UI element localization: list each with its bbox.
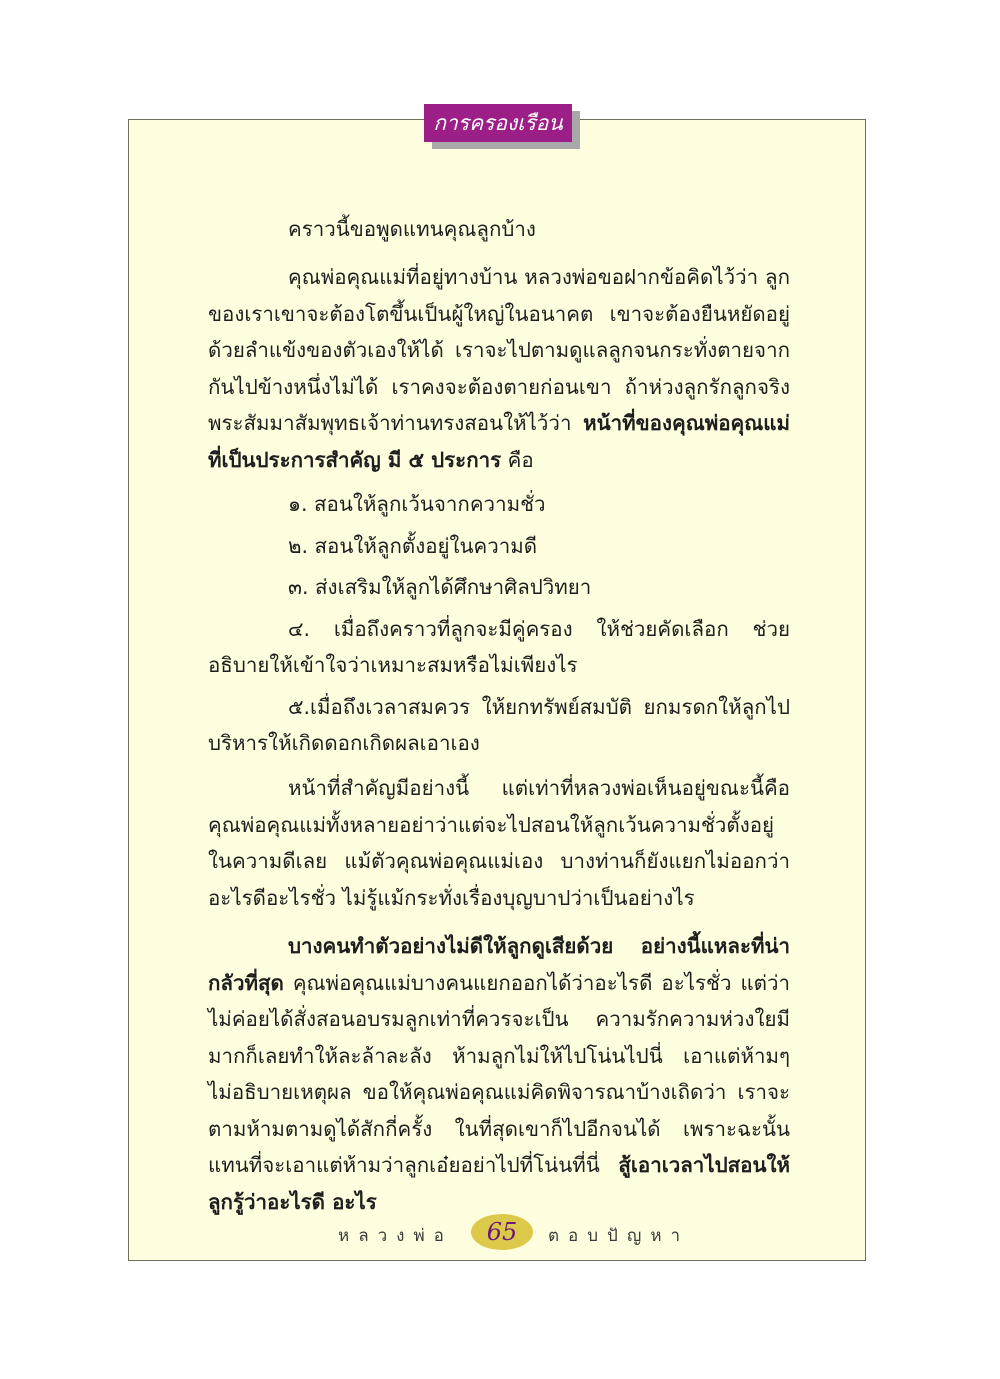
chapter-title: การครองเรือน xyxy=(424,104,572,142)
page-number: 65 xyxy=(471,1214,533,1250)
paragraph-2-bold: หน้าที่ของคุณพ่อคุณแม่ที่เป็นประการสำคัญ มี ๕ ประการ xyxy=(208,411,790,472)
paragraph-4-bold: บางคนทำตัวอย่างไม่ดีให้ลูกดูเสียด้วย อย่างนี้แหละที่น่ากลัวที่สุด xyxy=(208,934,790,995)
page-footer xyxy=(128,1212,866,1254)
list-item-3: ๓. ส่งเสริมให้ลูกได้ศึกษาศิลปวิทยา xyxy=(288,575,592,599)
paragraph-4-text: คุณพ่อคุณแม่บางคนแยกออกได้ว่าอะไรดี อะไรชั่ว แต่ว่าไม่ค่อยได้สั่งสอนอบรมลูกเท่าที่ควรจะเป็น ความรักความห่วงใยมีมากก็เลยทำให้ละล้าละลัง ห้ามลูกไม่ให้ไปโน่นไปนี่ เอาแต่ห้ามๆ ไม่อธิบายเหตุผล ขอให้คุณพ่อคุณแม่คิดพิจารณาบ้างเถิดว่า เราจะตามห้ามตามดูได้สักกี่ครั้ง ในที่สุดเขาก็ไปอีกจนได้ เพราะฉะนั้นแทนที่จะเอาแต่ห้ามว่าลูกเอ๋ยอย่าไปที่โน่นที่นี่ xyxy=(208,970,790,1177)
list-item-1: ๑. สอนให้ลูกเว้นจากความชั่ว xyxy=(288,492,546,516)
intro-paragraph xyxy=(208,211,790,248)
footer-right-text: ตอบปัญหา xyxy=(548,1226,690,1246)
footer-left-text: หลวงพ่อ xyxy=(338,1226,453,1246)
paragraph-3 xyxy=(208,770,790,916)
paragraph-2-text: คุณพ่อคุณแม่ที่อยู่ทางบ้าน หลวงพ่อขอฝากข้อคิดไว้ว่า ลูกของเราเขาจะต้องโตขึ้นเป็นผู้ใหญ่ในอนาคต เขาจะต้องยืนหยัดอยู่ด้วยลำแข้งของตัวเองให้ได้ เราจะไปตามดูแลลูกจนกระทั่งตายจากกันไปข้างหนึ่งไม่ได้ เราคงจะต้องตายก่อนเขา ถ้าห่วงลูกรักลูกจริง พระสัมมาสัมพุทธเจ้าท่านทรงสอนให้ไว้ว่า xyxy=(208,265,790,435)
paragraph-4 xyxy=(208,928,790,1220)
paragraph-4-bold-end: สู้เอาเวลาไปสอนให้ลูกรู้ว่าอะไรดี อะไร xyxy=(208,1153,790,1214)
paragraph-1: คราวนี้ขอพูดแทนคุณลูกบ้าง xyxy=(288,217,536,241)
paragraph-2-tail: คือ xyxy=(501,447,534,472)
list-item-4: ๔. เมื่อถึงคราวที่ลูกจะมีคู่ครอง ให้ช่วยคัดเลือก ช่วยอธิบายให้เข้าใจว่าเหมาะสมหรือไม่เพียงไร xyxy=(208,616,790,677)
paragraph-3-text: หน้าที่สำคัญมีอย่างนี้ แต่เท่าที่หลวงพ่อเห็นอยู่ขณะนี้คือ คุณพ่อคุณแม่ทั้งหลายอย่าว่าแต่จะไปสอนให้ลูกเว้นความชั่วตั้งอยู่ในความดีเลย แม้ตัวคุณพ่อคุณแม่เอง บางท่านก็ยังแยกไม่ออกว่าอะไรดีอะไรชั่ว ไม่รู้แม้กระทั่งเรื่องบุญบาปว่าเป็นอย่างไร xyxy=(208,776,790,910)
paragraph-2 xyxy=(208,259,790,478)
list-item-2: ๒. สอนให้ลูกตั้งอยู่ในความดี xyxy=(288,533,538,558)
list-item-5: ๕.เมื่อถึงเวลาสมควร ให้ยกทรัพย์สมบัติ ยกมรดกให้ลูกไปบริหารให้เกิดดอกเกิดผลเอาเอง xyxy=(208,694,790,755)
duty-list xyxy=(208,486,790,762)
